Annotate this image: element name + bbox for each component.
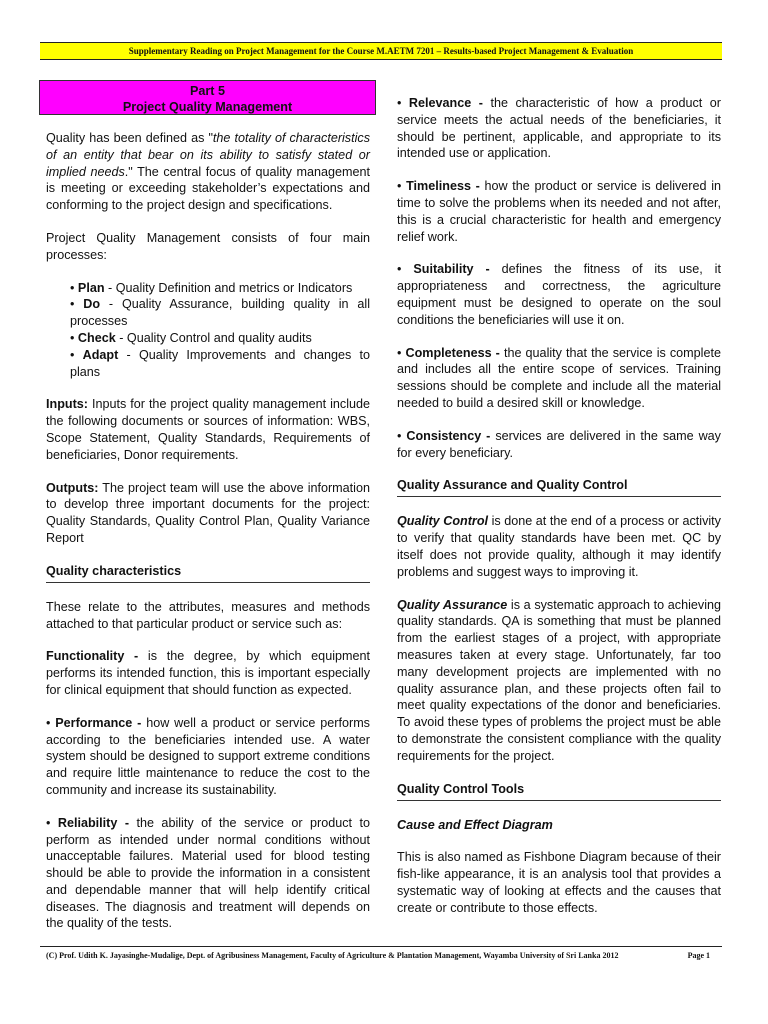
subsection-heading: Cause and Effect Diagram bbox=[397, 817, 553, 832]
part-label: Part 5 bbox=[189, 84, 225, 98]
definition-quote: the totality of characteristics of an entity that bear on its ability to satisfy stated or implied needs bbox=[46, 131, 370, 179]
part-title: Project Quality Management bbox=[122, 100, 293, 114]
performance-paragraph: • Performance - how well a product or service performs according to the beneficiaries intended use. A water system should be designed to support extreme conditions and require little maintenance to reduce the cost to the community and increase its sustainability. bbox=[46, 715, 370, 797]
quality-definition-paragraph: Quality has been defined as "the totality of characteristics of an entity that bear on its ability to satisfy stated or implied needs." The central focus of quality management is meeting or exceeding stakeholder’s expectations and conforming to the project design and specifications. bbox=[46, 131, 370, 213]
page-footer bbox=[46, 951, 716, 965]
outputs-paragraph: Outputs: The project team will use the above information to develop three important documents for the project: Quality Standards, Quality Control Plan, Quality Variance Report bbox=[46, 480, 370, 545]
section-heading: Quality Control Tools bbox=[397, 781, 721, 801]
characteristics-intro: These relate to the attributes, measures and methods attached to that particular product or service such as: bbox=[46, 599, 370, 631]
copyright-text: (C) Prof. Udith K. Jayasinghe-Mudalige, Dept. of Agribusiness Management, Faculty of Agriculture & Plantation Management, Wayamba University of Sri Lanka 2012 bbox=[46, 951, 619, 960]
functionality-paragraph: Functionality - is the degree, by which equipment performs its intended function, this is important especially for clinical equipment that should function as expected. bbox=[46, 649, 370, 697]
footer-divider bbox=[40, 946, 722, 947]
list-item: • Adapt - Quality Improvements and changes to plans bbox=[70, 347, 370, 379]
consistency-paragraph: • Consistency - services are delivered in the same way for every beneficiary. bbox=[397, 428, 721, 460]
timeliness-paragraph: • Timeliness - how the product or service is delivered in time to solve the problems when its needed and not after, this is a crucial characteristic for health and emergency relief work. bbox=[397, 179, 721, 244]
quality-control-paragraph: Quality Control is done at the end of a process or activity to verify that quality standards have been met. QC by itself does not provide quality, although it may identify problems and suggest ways to improving it. bbox=[397, 514, 721, 579]
quality-assurance-paragraph: Quality Assurance is a systematic approach to achieving quality standards. QA is something that must be planned from the earliest stages of a project, with appropriate measures taken at every stage. Unfortunately, far too many development projects are implemented with no quality assurance plan, and these projects often fail to meet quality expectations of the donor and beneficiaries. To avoid these types of problems the project must be able to demonstrate the consistent compliance with the quality requirements for the project. bbox=[397, 597, 721, 763]
processes-intro: Project Quality Management consists of four main processes: bbox=[46, 230, 370, 262]
cause-effect-paragraph: This is also named as Fishbone Diagram because of their fish-like appearance, it is an analysis tool that provides a systematic way of looking at effects and the causes that create or contribute to those effects. bbox=[397, 850, 721, 915]
part-title-box bbox=[39, 80, 376, 115]
suitability-paragraph: • Suitability - defines the fitness of its use, it appropriateness and correctness, the agriculture equipment must be designed to operate on the soul conditions the beneficiaries will use it on. bbox=[397, 262, 721, 327]
relevance-paragraph: • Relevance - the characteristic of how a product or service meets the actual needs of the beneficiaries, it should be pertinent, applicable, and appropriate to its intended use or application. bbox=[397, 96, 721, 161]
reliability-paragraph: • Reliability - the ability of the service or product to perform as intended under normal conditions without unacceptable failures. Material used for blood testing should be able to provide the information in a consistent and dependable manner that will help identify critical diseases. The diagnosis and treatment will depends on the quality of the tests. bbox=[46, 815, 370, 931]
left-column bbox=[46, 80, 370, 948]
section-heading: Quality characteristics bbox=[46, 563, 370, 583]
inputs-paragraph: Inputs: Inputs for the project quality management include the following documents or sources of information: WBS, Scope Statement, Quality Standards, Requirements of beneficiaries, Donor requirements. bbox=[46, 397, 370, 462]
list-item: • Do - Quality Assurance, building quality in all processes bbox=[70, 297, 370, 329]
list-item: • Check - Quality Control and quality audits bbox=[70, 330, 312, 345]
process-list bbox=[70, 280, 370, 381]
right-column bbox=[397, 95, 721, 932]
running-header: Supplementary Reading on Project Management for the Course M.AETM 7201 – Results-based Project Management & Evaluation bbox=[40, 42, 722, 60]
list-item: • Plan - Quality Definition and metrics or Indicators bbox=[70, 280, 353, 295]
section-heading: Quality Assurance and Quality Control bbox=[397, 477, 721, 497]
page-number: Page 1 bbox=[687, 951, 710, 960]
completeness-paragraph: • Completeness - the quality that the service is complete and includes all the entire scope of services. Training sessions should be complete and include all the material needed to build a desired skill or knowledge. bbox=[397, 345, 721, 410]
